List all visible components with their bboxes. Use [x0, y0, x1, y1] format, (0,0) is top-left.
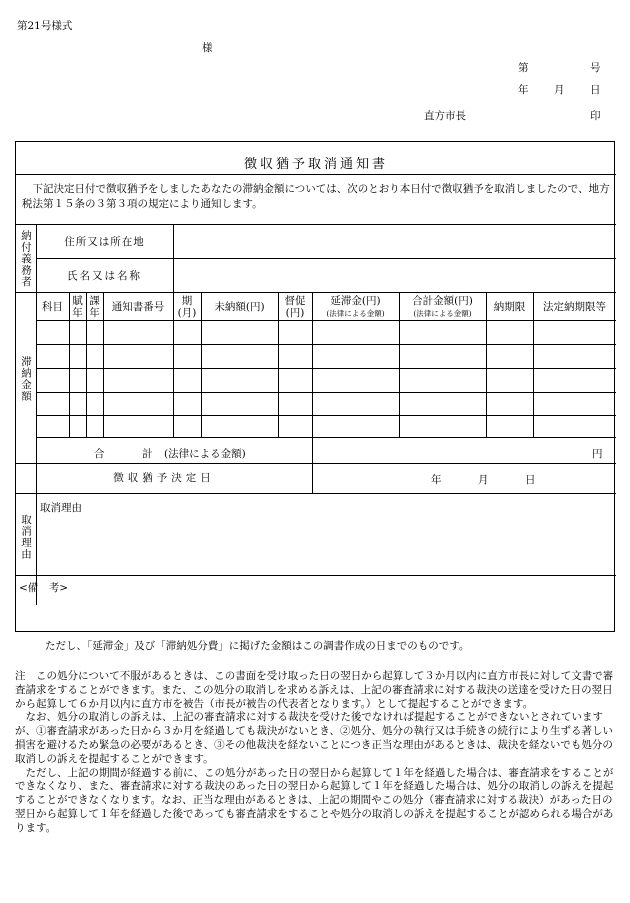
col-legal-due: 法定納期限等	[543, 301, 606, 313]
remarks-label: <備 考>	[19, 582, 69, 594]
table-row	[36, 415, 616, 416]
intro-text: 下記決定日付で徴収猶予をしましたあなたの滞納金額については、次のとおり本日付で徴収猶予を取消しましたので、地方税法第１５条の３第３項の規定により通知します。	[22, 183, 610, 210]
note-paragraph: 注 この処分について不服があるときは、この書面を受け取った日の翌日から起算して３か月以内に直方市長に対して文書で審査請求をすることができます。また、この処分の取消しを求める訴えは、上記の審査請求に対する裁決の送達を受けた日の翌日から起算して６か月以内に直方市を被告（市長が被告の代表者となります。）として提起することができます。	[15, 670, 614, 710]
decision-date-label: 徴収猶予決定日	[113, 472, 215, 484]
col-reminder: 督促 (円)	[284, 295, 306, 320]
doc-no-suffix: 号	[590, 62, 601, 74]
name-label: 氏名又は名称	[67, 270, 142, 282]
notes-section	[15, 670, 620, 836]
table-row	[36, 392, 616, 393]
total-label-1: 合	[94, 448, 105, 460]
table-row	[36, 368, 616, 369]
col-notice-no: 通知書番号	[111, 301, 165, 313]
issuer: 直方市長	[424, 110, 466, 122]
seal: 印	[590, 110, 601, 122]
col-unpaid: 未納額(円)	[214, 301, 265, 313]
taxpayer-label: 納付義務者	[20, 230, 32, 288]
note-paragraph: なお、処分の取消しの訴えは、上記の審査請求に対する裁決を受けた後でなければ提起することができないとされていますが、①審査請求があった日から３か月を経過しても裁決がないとき、②処分、処分の執行又は手続きの続行により生ずる著しい損害を避けるため緊急の必要があるとき、③その他裁決を経ないことにつき正当な理由があるときは、裁決を経ないでも処分の取消しの訴えを提起することができます。	[15, 711, 613, 765]
doc-no-prefix: 第	[518, 62, 529, 74]
address-label: 住所又は所在地	[64, 236, 145, 248]
decision-year: 年	[431, 474, 442, 486]
col-item: 科目	[42, 301, 63, 313]
form-title: 徴収猶予取消通知書	[243, 157, 388, 172]
decision-month: 月	[478, 474, 489, 486]
decision-day: 日	[525, 474, 536, 486]
col-ka-year: 課 年	[89, 295, 100, 320]
table-row	[36, 344, 616, 345]
total-label-2: 計	[142, 448, 153, 460]
col-period: 期 (月)	[177, 295, 197, 320]
col-delinquency: 延滞金(円) (法律による金額)	[326, 295, 385, 319]
date-month: 月	[554, 84, 565, 96]
date-day: 日	[590, 84, 601, 96]
col-total: 合計金額(円) (法律による金額)	[412, 295, 473, 319]
date-year: 年	[518, 84, 529, 96]
total-label-3: (法律による金額)	[164, 448, 246, 460]
cancel-reason-label: 取消理由	[40, 502, 82, 514]
arrears-label: 滞納金額	[20, 356, 32, 402]
col-fu-year: 賦 年	[72, 295, 83, 320]
table-row	[36, 320, 616, 321]
col-due: 納期限	[493, 301, 526, 313]
total-unit: 円	[592, 448, 603, 460]
notice-form	[15, 141, 615, 632]
form-number: 第21号様式	[17, 20, 73, 32]
footer-note: ただし、「延滞金」及び「滞納処分費」に掲げた金額はこの調書作成の日までのものです。	[45, 640, 470, 652]
note-paragraph: ただし、上記の期間が経過する前に、この処分があった日の翌日から起算して１年を経過した場合は、審査請求をすることができなくなり、また、審査請求に対する裁決のあった日の翌日から起算して１年を経過した場合は、処分の取消しの訴えを提起することができなくなります。なお、正当な理由があるときは、上記の期間やこの処分（審査請求に対する裁決）があった日の翌日から起算して１年を経過した後であっても審査請求をすることや処分の取消しの訴えを提起することが認められる場合があります。	[15, 766, 614, 834]
cancel-label: 取消理由	[20, 514, 32, 560]
addressee-suffix: 様	[202, 42, 213, 54]
